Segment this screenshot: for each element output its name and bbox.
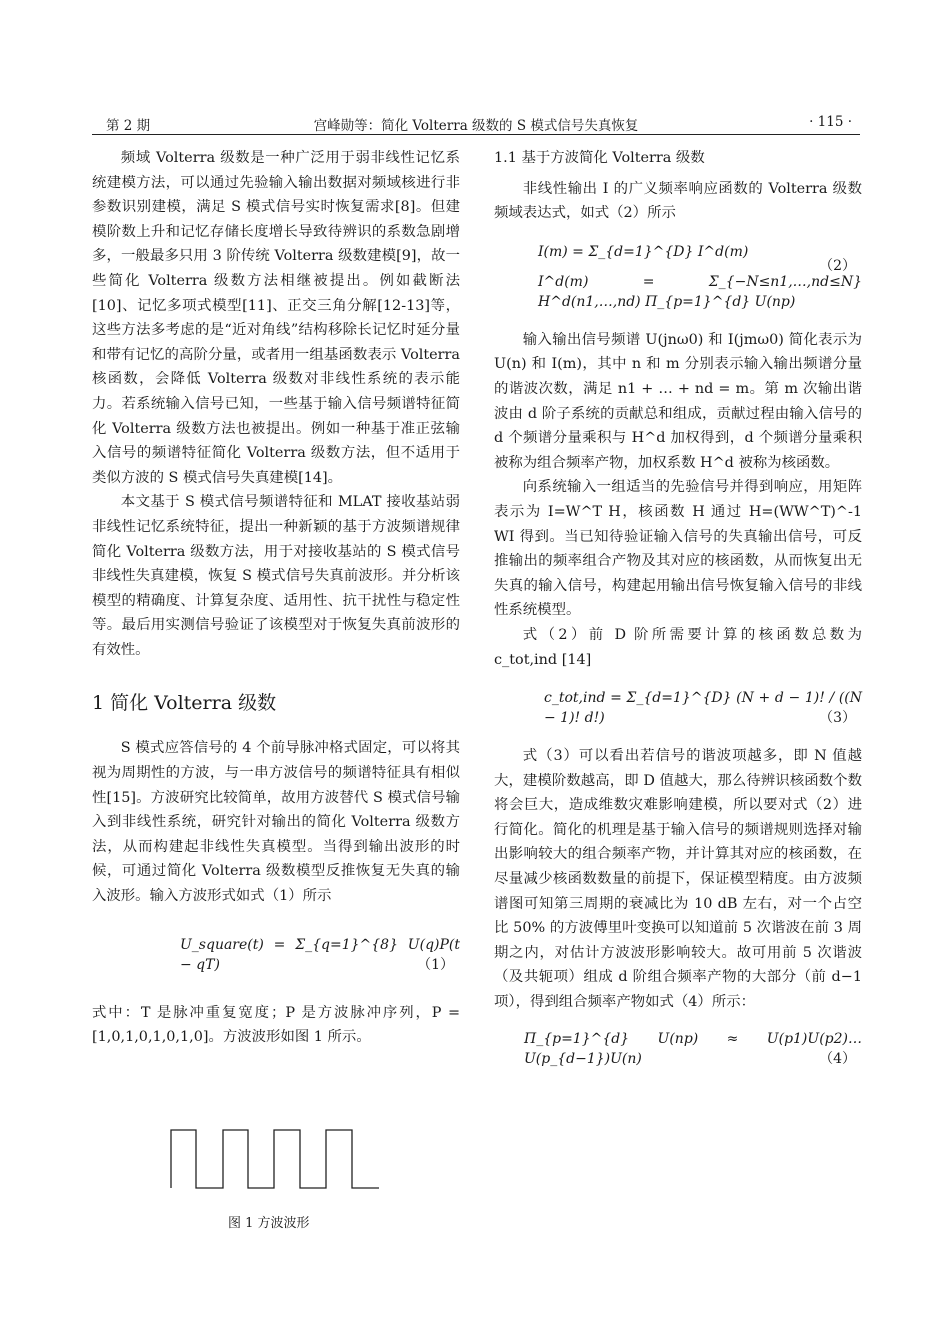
paragraph: 输入输出信号频谱 U(jnω0) 和 I(jmω0) 简化表示为 U(n) 和 I(m)，其中 n 和 m 分别表示输入输出频谱分量的谐波次数，满足 n1 + … + nd = m。第 m 次输出谐波由 d 阶子系统的贡献总和组成，贡献过程由输入信号的 d 个频谱分量乘积与 H^d 加权得到，d 个频谱分量乘积被称为组合频率产物，加权系数 H^d 被称为核函数。 xyxy=(494,331,862,471)
equation-2-number: （2） xyxy=(819,257,856,274)
square-wave-trace xyxy=(171,1130,379,1188)
running-title: 宫峰勋等：简化 Volterra 级数的 S 模式信号失真恢复 xyxy=(313,118,639,134)
right-column xyxy=(494,146,862,1069)
paragraph: 非线性输出 I 的广义频率响应函数的 Volterra 级数频域表达式，如式（2）所示 xyxy=(494,180,862,222)
left-column xyxy=(92,146,460,1050)
paragraph: 式（2）前 D 阶所需要计算的核函数总数为 c_tot,ind [14] xyxy=(494,626,862,668)
square-wave-figure xyxy=(170,1128,380,1190)
section-heading: 1 简化 Volterra 级数 xyxy=(92,692,277,715)
equation-3-number: （3） xyxy=(819,710,856,727)
subsection-heading: 1.1 基于方波简化 Volterra 级数 xyxy=(494,150,705,166)
page-number: · 115 · xyxy=(809,114,852,130)
issue-number: 第 2 期 xyxy=(106,118,151,134)
running-header xyxy=(92,112,860,134)
paragraph: 频域 Volterra 级数是一种广泛用于弱非线性记忆系统建模方法，可以通过先验输入输出数据对频域核进行非参数识别建模，满足 S 模式信号实时恢复需求[8]。但建模阶数上升和记忆存储长度增长导致待辨识的系数急剧增多，一般最多只用 3 阶传统 Volterra 级数建模[9]，故一些简化 Volterra 级数方法相继被提出。例如截断法[10]、记忆多项式模型[11]、正交三角分解[12-13]等，这些方法多考虑的是“近对角线”结构移除长记忆时延分量和带有记忆的高阶分量，或者用一组基函数表示 Volterra 核函数，会降低 Volterra 级数对非线性系统的表示能力。若系统输入信号已知，一些基于输入信号频谱特征简化 Volterra 级数方法也被提出。例如一种基于准正弦输入信号的频谱特征简化 Volterra 级数方法，但不适用于类似方波的 S 模式信号失真建模[14]。 xyxy=(92,150,460,486)
equation-4-number: （4） xyxy=(819,1050,856,1067)
figure-caption: 图 1 方波波形 xyxy=(228,1216,310,1231)
equation-4 xyxy=(494,1029,862,1069)
paragraph: 本文基于 S 模式信号频谱特征和 MLAT 接收基站弱非线性记忆系统特征，提出一种新颖的基于方波频谱规律简化 Volterra 级数方法，用于对接收基站的 S 模式信号非线性失真建模，恢复 S 模式信号失真前波形。并分析该模型的精确度、计算复杂度、适用性、抗干扰性与稳定性等。最后用实测信号验证了该模型对于恢复失真前波形的有效性。 xyxy=(92,494,460,658)
paragraph: S 模式应答信号的 4 个前导脉冲格式固定，可以将其视为周期性的方波，与一串方波信号的频谱特征具有相似性[15]。方波研究比较简单，故用方波替代 S 模式信号输入到非线性系统，研究针对输出的简化 Volterra 级数方法，从而构建起非线性失真模型。当得到输出波形的时候，可通过简化 Volterra 级数模型反推恢复无失真的输入波形。输入方波形式如式（1）所示 xyxy=(92,740,460,905)
equation-4-body: Π_{p=1}^{d} U(np) ≈ U(p1)U(p2)…U(p_{d−1})U(n) xyxy=(524,1030,862,1067)
equation-1-number: （1） xyxy=(417,956,454,973)
equation-2a: I(m) = Σ_{d=1}^{D} I^d(m) xyxy=(538,243,749,260)
equation-3 xyxy=(494,688,862,728)
paragraph: 式中：T 是脉冲重复宽度；P 是方波脉冲序列，P = [1,0,1,0,1,0,1,0]。方波波形如图 1 所示。 xyxy=(92,1004,460,1046)
equation-2b: I^d(m) = Σ_{−N≤n1,…,nd≤N} H^d(n1,…,nd) Π_{p=1}^{d} U(np) xyxy=(538,273,862,310)
equation-3-body: c_tot,ind = Σ_{d=1}^{D} (N + d − 1)! / ((N − 1)! d!) xyxy=(544,690,862,727)
paragraph: 向系统输入一组适当的先验信号并得到响应，用矩阵表示为 I=W^T H，核函数 H 通过 H=(WW^T)^-1 WI 得到。当已知待验证输入信号的失真输出信号，可反推输出的频率组合产物及其对应的核函数，从而恢复出无失真的输入信号，构建起用输出信号恢复输入信号的非线性系统模型。 xyxy=(494,479,862,619)
equation-1 xyxy=(92,935,460,975)
equation-1-body: U_square(t) = Σ_{q=1}^{8} U(q)P(t − qT) xyxy=(180,936,460,973)
equation-2 xyxy=(494,242,862,312)
paragraph: 式（3）可以看出若信号的谐波项越多，即 N 值越大，建模阶数越高，即 D 值越大，那么待辨识核函数个数将会巨大，造成维数灾难影响建模，所以要对式（2）进行简化。简化的机理是基于输入信号的频谱规则选择对输出影响较大的组合频率产物，并计算其对应的核函数，在尽量减少核函数数量的前提下，保证模型精度。由方波频谱图可知第三周期的衰减比为 10 dB 左右，对一个占空比 50% 的方波傅里叶变换可以知道前 5 次谐波在前 3 周期之内，对估计方波波形影响较大。故可用前 5 次谐波（及共轭项）组成 d 阶组合频率产物的大部分（前 d−1 项），得到组合频率产物如式（4）所示： xyxy=(494,748,862,1011)
header-rule xyxy=(92,134,860,135)
